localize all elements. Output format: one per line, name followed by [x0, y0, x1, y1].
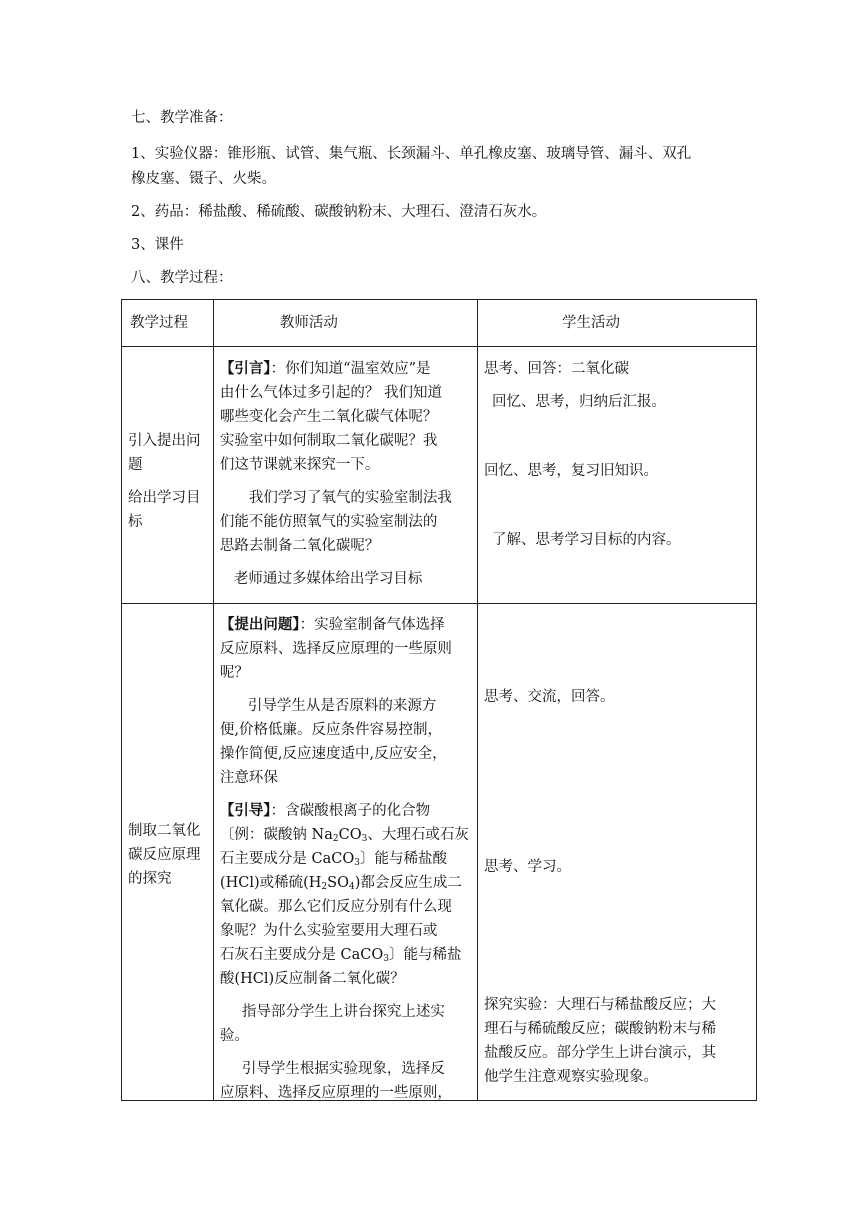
guide-l2-c: CO [338, 827, 362, 843]
row1-stage-l1: 引入提出问 [128, 433, 201, 449]
guide-l2-e: 、大理石或石灰 [367, 827, 469, 843]
row2-guide-l3 [220, 847, 471, 871]
row2-guide-l5: 氧化碳。那么它们反应分别有什么现 [219, 899, 452, 915]
question-tag: 【提出问题】 [219, 616, 300, 633]
row1-teacher-p3: 老师通过多媒体给出学习目标 [233, 571, 423, 587]
courseware-line: 3、课件 [131, 237, 184, 253]
guide-l2-sub1: 2 [332, 834, 339, 844]
guide-l4-a: (HCl)或稀硫(H [219, 875, 322, 891]
row2-guide1-l4: 注意环保 [219, 770, 278, 786]
row2-student-1: 思考、交流，回答。 [483, 689, 615, 705]
row2-question-l2: 反应原料、选择反应原理的一些原则 [219, 641, 452, 657]
row1-stage-cell [122, 347, 214, 604]
row2-guide-l1 [220, 799, 471, 823]
header-teacher: 教师活动 [213, 300, 477, 347]
row2-guide-l2 [220, 823, 471, 847]
row1-teacher-p2-l2: 们能不能仿照氧气的实验室制法的 [219, 514, 438, 530]
row1-teacher-p2-l1: 我们学习了氧气的实验室制法我 [248, 490, 452, 506]
row2-guide-l7 [220, 943, 471, 967]
row2-student-3-l2: 理石与稀硫酸反应；碳酸钠粉末与稀 [483, 1021, 716, 1037]
row1-teacher-p1-l3: 哪些变化会产生二氧化碳气体呢？ [219, 409, 438, 425]
row2-guide-l4 [220, 871, 471, 895]
guide-l4-c: SO [327, 875, 349, 891]
guide-tag: 【引导】 [219, 802, 271, 819]
row2-guide3-l1: 引导学生根据实验现象，选择反 [241, 1061, 445, 1077]
guide-l2-sub2: 3 [361, 834, 368, 844]
row2-guide-l6: 象呢？为什么实验室要用大理石或 [219, 923, 438, 939]
row1-student-4: 了解、思考学习目标的内容。 [491, 532, 681, 548]
row2-guide3-l2: 应原料、选择反应原理的一些原则， [219, 1085, 452, 1101]
guide-l4-e: )都会反应生成二 [354, 875, 462, 891]
row1-teacher-p1-l5: 们这节课就来探究一下。 [219, 457, 380, 473]
row1-teacher-p1-l4: 实验室中如何制取二氧化碳呢？我 [219, 433, 438, 449]
guide-l7-sub: 3 [383, 954, 389, 964]
table-header-row [122, 300, 757, 347]
teaching-process-table [121, 299, 757, 1101]
row1-student-2: 回忆、思考，归纳后汇报。 [491, 394, 666, 410]
guide-l4-sub1: 2 [321, 882, 328, 892]
row2-guide1-l3: 操作简便,反应速度适中,反应安全， [219, 746, 447, 762]
process-title: 八、教学过程： [131, 270, 233, 286]
row1-student-3: 回忆、思考，复习旧知识。 [483, 463, 658, 479]
row1-stage-l2: 题 [128, 457, 143, 473]
guide-l4-sub2: 4 [348, 882, 355, 892]
row2-guide2-l1: 指导部分学生上讲台探究上述实 [241, 1004, 445, 1020]
row2-student-3-l1: 探究实验：大理石与稀盐酸反应；大 [483, 997, 716, 1013]
row1-teacher-cell [213, 347, 477, 604]
guide-l3-a: 石主要成分是 CaCO [219, 851, 355, 867]
intro-text-1: ：你们知道“温室效应”是 [270, 361, 431, 377]
question-text-1: ：实验室制备气体选择 [299, 617, 445, 633]
row1-teacher-p2-l3: 思路去制备二氧化碳呢？ [219, 538, 380, 554]
row1-student-1: 思考、回答：二氧化碳 [483, 361, 629, 377]
row2-stage-cell [122, 604, 214, 1101]
header-student: 学生活动 [477, 300, 756, 347]
guide-l7-a: 石灰石主要成分是 CaCO [219, 947, 384, 963]
header-stage: 教学过程 [122, 300, 214, 347]
row2-guide1-l1: 引导学生从是否原料的来源方 [247, 698, 437, 714]
row2-student-cell [477, 604, 756, 1101]
row2-question-l3: 呢？ [219, 665, 249, 681]
row1-stage-l4: 标 [128, 514, 143, 530]
row1-student-cell [477, 347, 756, 604]
row2-stage-l2: 碳反应原理 [128, 847, 201, 863]
row1-teacher-p1-l1 [220, 357, 471, 381]
row2-question-l1 [220, 613, 471, 637]
guide-l7-c: 〕能与稀盐 [389, 947, 462, 963]
row2-guide2-l2: 验。 [219, 1028, 249, 1044]
row2-stage-l1: 制取二氧化 [128, 823, 201, 839]
intro-tag: 【引言】 [219, 360, 271, 377]
row2-student-2: 思考、学习。 [483, 859, 571, 875]
row1-stage-l3: 给出学习目 [128, 490, 201, 506]
row2-teacher-cell [213, 604, 477, 1101]
row2-student-3-l3: 盐酸反应。部分学生上讲台演示，其 [483, 1045, 716, 1061]
table-row [122, 604, 757, 1101]
reagents-line: 2、药品：稀盐酸、稀硫酸、碳酸钠粉末、大理石、澄清石灰水。 [131, 204, 547, 220]
instruments-line-1: 1、实验仪器：锥形瓶、试管、集气瓶、长颈漏斗、单孔橡皮塞、玻璃导管、漏斗、双孔 [131, 146, 692, 162]
guide-l3-sub: 3 [354, 858, 360, 868]
row2-guide1-l2: 便,价格低廉。反应条件容易控制， [219, 722, 443, 738]
guide-l3-c: 〕能与稀盐酸 [360, 851, 447, 867]
row2-student-3-l4: 他学生注意观察实验现象。 [483, 1069, 658, 1085]
table-row [122, 347, 757, 604]
guide-l2-a: 〔例：碳酸钠 Na [219, 827, 333, 843]
row1-teacher-p1-l2: 由什么气体过多引起的？ 我们知道 [219, 385, 443, 401]
row2-guide-l8: 酸(HCl)反应制备二氧化碳？ [219, 971, 405, 987]
guide-text-1: ：含碳酸根离子的化合物 [270, 803, 431, 819]
instruments-line-2: 橡皮塞、镊子、火柴。 [131, 171, 276, 187]
prep-title: 七、教学准备： [131, 110, 233, 126]
row2-stage-l3: 的探究 [128, 871, 172, 887]
